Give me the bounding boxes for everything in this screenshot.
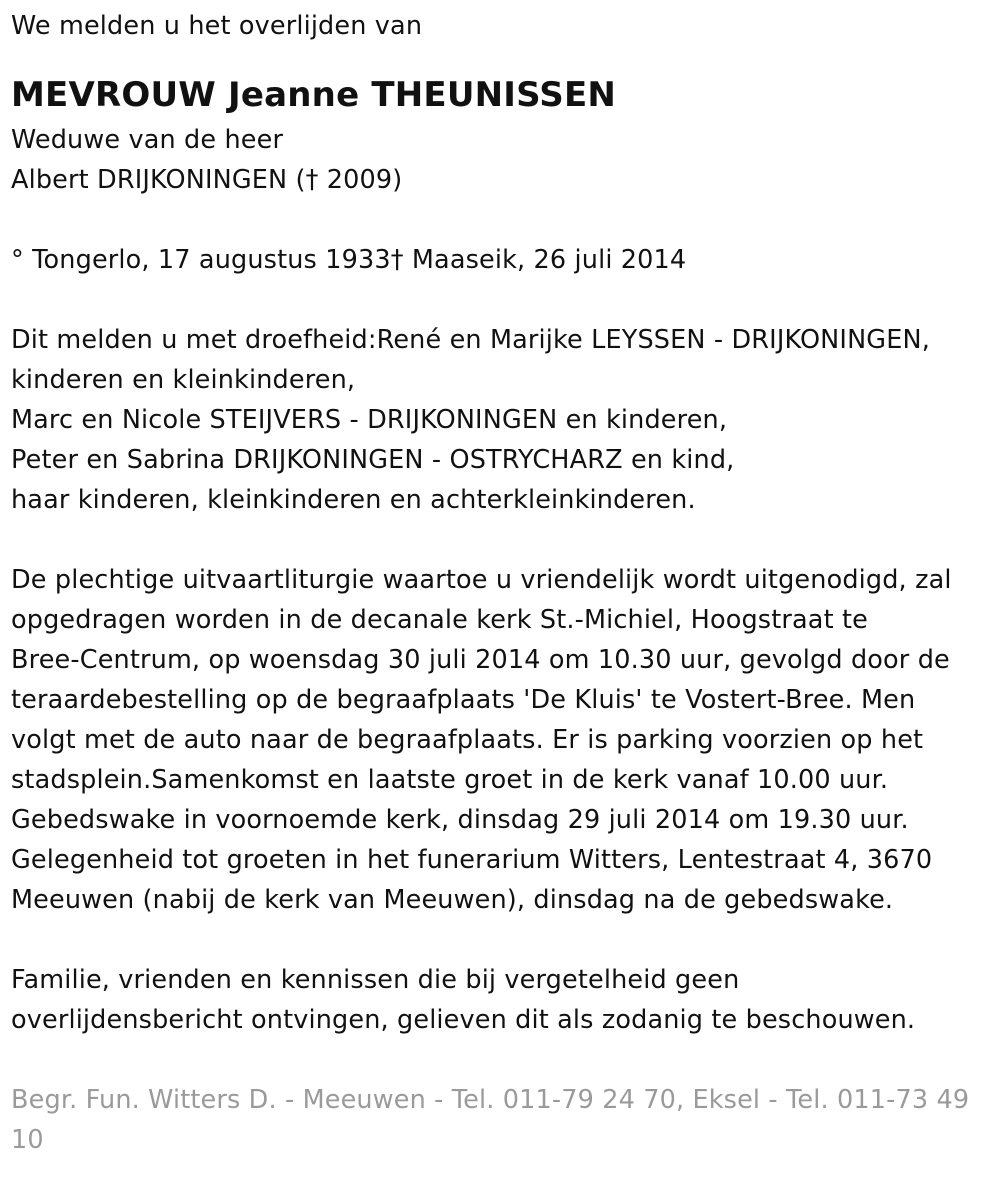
- closing-section: [11, 960, 990, 1040]
- widow-line-1: Weduwe van de heer: [11, 125, 284, 155]
- ceremony-line: volgt met de auto naar de begraafplaats. Er is parking voorzien op het: [11, 725, 924, 755]
- family-line: haar kinderen, kleinkinderen en achterkleinkinderen.: [11, 485, 696, 515]
- ceremony-line: stadsplein.Samenkomst en laatste groet in de kerk vanaf 10.00 uur.: [11, 765, 889, 795]
- ceremony-line: Meeuwen (nabij de kerk van Meeuwen), dinsdag na de gebedswake.: [11, 885, 894, 915]
- ceremony-line: Gebedswake in voornoemde kerk, dinsdag 29 juli 2014 om 19.30 uur.: [11, 805, 909, 835]
- spacer: [11, 520, 990, 560]
- spacer: [11, 280, 990, 320]
- ceremony-line: Bree-Centrum, op woensdag 30 juli 2014 om 10.30 uur, gevolgd door de: [11, 645, 950, 675]
- family-section: [11, 320, 990, 520]
- family-line: Peter en Sabrina DRIJKONINGEN - OSTRYCHARZ en kind,: [11, 445, 735, 475]
- spacer: [11, 920, 990, 960]
- ceremony-line: opgedragen worden in de decanale kerk St.-Michiel, Hoogstraat te: [11, 605, 868, 635]
- ceremony-section: [11, 560, 990, 920]
- ceremony-line: De plechtige uitvaartliturgie waartoe u vriendelijk wordt uitgenodigd, zal: [11, 565, 952, 595]
- spacer: [11, 200, 990, 240]
- family-line: Dit melden u met droefheid:René en Marijke LEYSSEN - DRIJKONINGEN,: [11, 325, 930, 355]
- family-line: kinderen en kleinkinderen,: [11, 365, 356, 395]
- birth-death-dates: ° Tongerlo, 17 augustus 1933† Maaseik, 26 juli 2014: [11, 245, 687, 275]
- ceremony-line: Gelegenheid tot groeten in het funerarium Witters, Lentestraat 4, 3670: [11, 845, 933, 875]
- widow-line-2: Albert DRIJKONINGEN († 2009): [11, 165, 403, 195]
- closing-line: overlijdensbericht ontvingen, gelieven dit als zodanig te beschouwen.: [11, 1005, 916, 1035]
- intro-text: We melden u het overlijden van: [11, 11, 423, 41]
- funeral-home-footer: Begr. Fun. Witters D. - Meeuwen - Tel. 011-79 24 70, Eksel - Tel. 011-73 49 10: [11, 1085, 970, 1155]
- family-line: Marc en Nicole STEIJVERS - DRIJKONINGEN en kinderen,: [11, 405, 728, 435]
- deceased-name: MEVROUW Jeanne THEUNISSEN: [11, 75, 617, 115]
- ceremony-line: teraardebestelling op de begraafplaats 'De Kluis' te Vostert-Bree. Men: [11, 685, 916, 715]
- spacer: [11, 1040, 990, 1080]
- closing-line: Familie, vrienden en kennissen die bij vergetelheid geen: [11, 965, 740, 995]
